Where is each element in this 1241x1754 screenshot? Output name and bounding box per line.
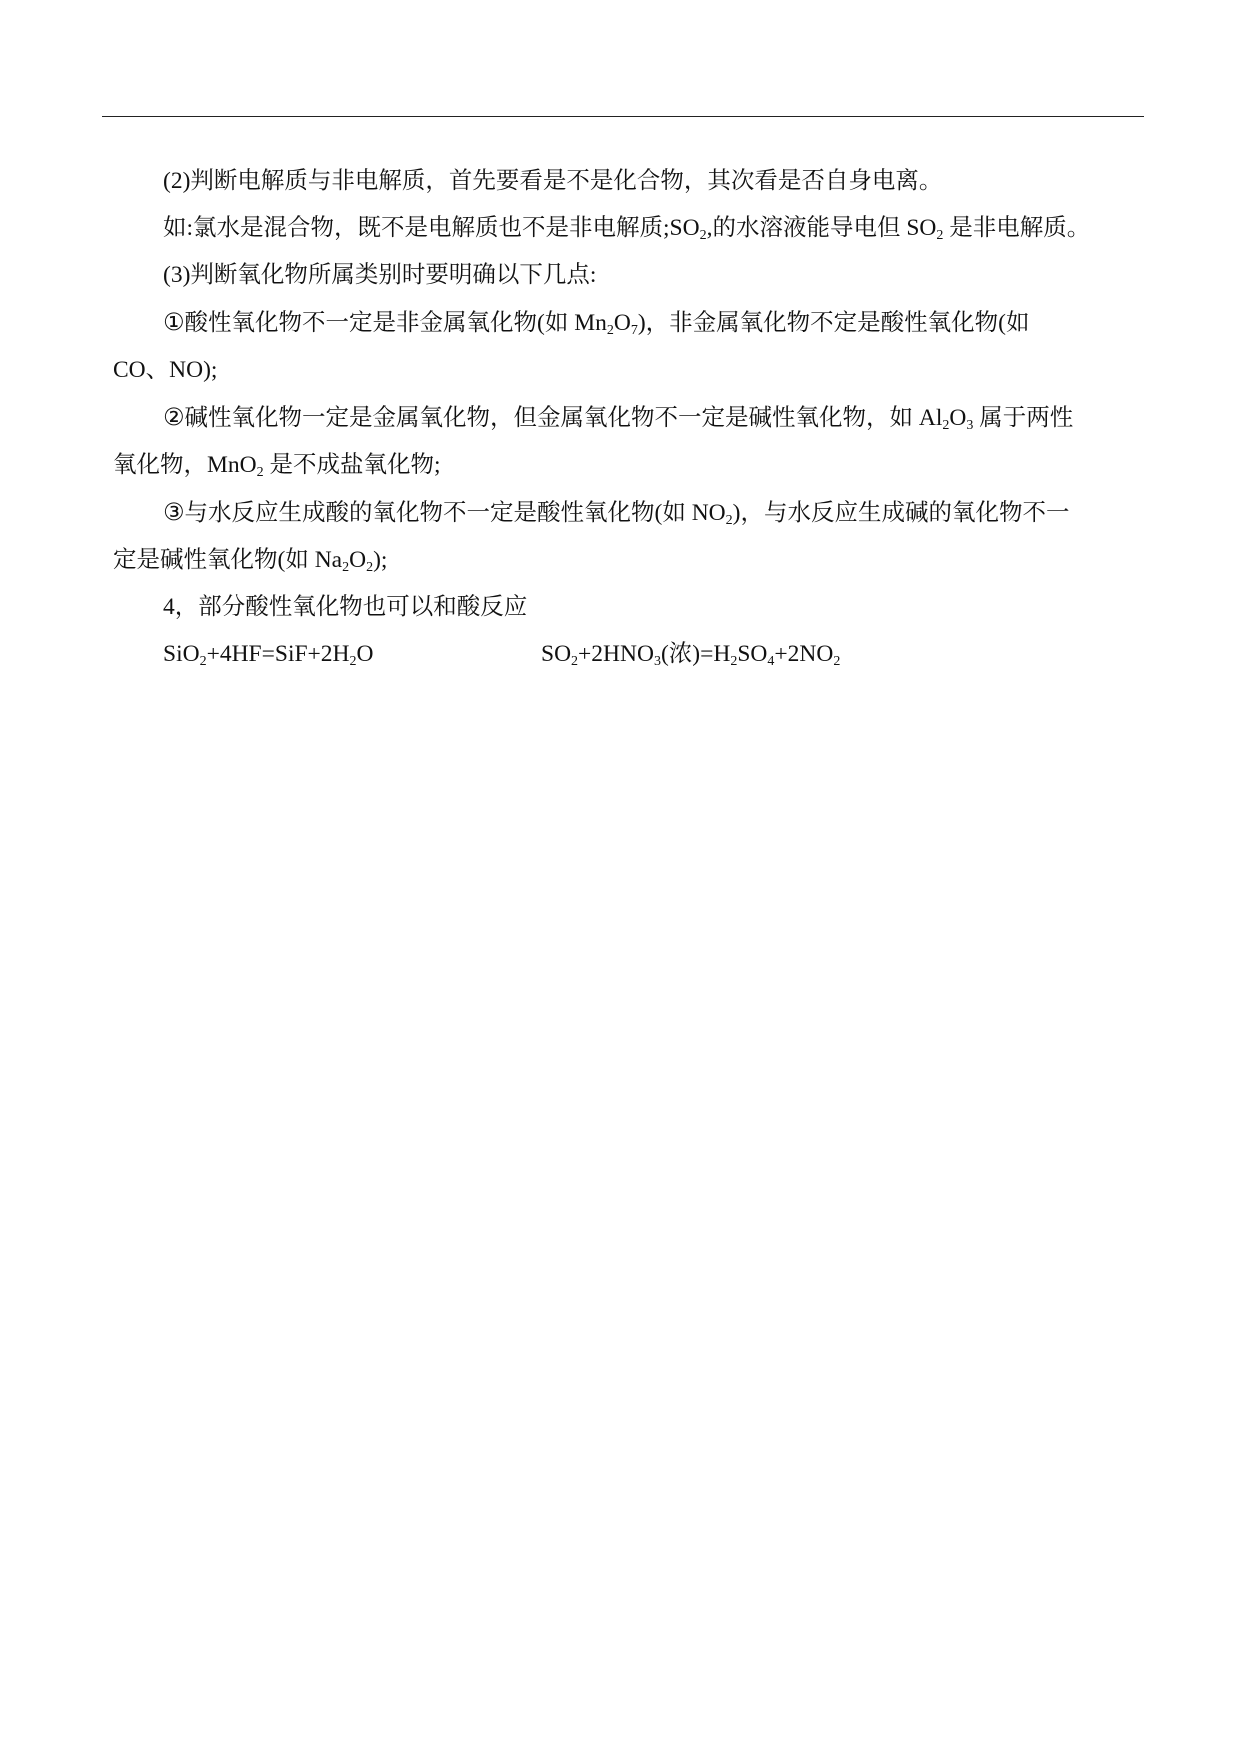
subscript: 7 xyxy=(630,323,638,338)
subscript: 4 xyxy=(767,654,775,669)
subscript: 3 xyxy=(653,654,661,669)
equation-text: O xyxy=(356,641,374,667)
subscript: 3 xyxy=(966,418,974,433)
subscript: 2 xyxy=(725,513,733,528)
paragraph-point-1-continued xyxy=(113,347,1141,394)
paragraph-point-2-continued xyxy=(113,442,1141,489)
header-rule xyxy=(102,116,1144,117)
paragraph-text: 是不成盐氧化物; xyxy=(263,452,441,478)
equation-text: SO xyxy=(737,641,768,667)
paragraph-text: 如:氯水是混合物，既不是电解质也不是非电解质;SO xyxy=(163,215,700,241)
circled-number-3: ③ xyxy=(163,498,185,526)
paragraph-text: 碱性氧化物一定是金属氧化物，但金属氧化物不一定是碱性氧化物，如 Al xyxy=(184,405,943,431)
paragraph-text: (3)判断氧化物所属类别时要明确以下几点: xyxy=(163,262,597,288)
paragraph-text: )，非金属氧化物不定是酸性氧化物(如 xyxy=(637,310,1030,336)
paragraph-text: ,的水溶液能导电但 SO xyxy=(706,215,937,241)
paragraph-text: 与水反应生成酸的氧化物不一定是酸性氧化物(如 NO xyxy=(184,500,726,526)
equation-text: SO xyxy=(541,641,572,667)
paragraph-oxide-classification-intro xyxy=(113,252,1141,299)
paragraph-text: (2)判断电解质与非电解质，首先要看是不是化合物，其次看是否自身电离。 xyxy=(163,168,943,194)
document-body xyxy=(113,158,1141,678)
subscript: 2 xyxy=(349,654,357,669)
paragraph-text: 氧化物，MnO xyxy=(113,452,257,478)
circled-number-1: ① xyxy=(163,308,185,336)
paragraph-text: CO、NO); xyxy=(113,357,218,383)
subscript: 2 xyxy=(342,560,350,575)
paragraph-text: 定是碱性氧化物(如 Na xyxy=(113,547,343,573)
paragraph-point-2 xyxy=(113,394,1141,442)
paragraph-point-3 xyxy=(113,489,1141,537)
paragraph-text: O xyxy=(949,405,967,431)
paragraph-text: O xyxy=(613,310,631,336)
paragraph-text: O xyxy=(349,547,367,573)
paragraph-text: 属于两性 xyxy=(973,405,1074,431)
subscript: 2 xyxy=(936,228,944,243)
paragraph-chlorine-water-example xyxy=(113,205,1141,252)
subscript: 2 xyxy=(366,560,374,575)
equation-text: (浓)=H xyxy=(660,641,731,667)
paragraph-acidic-oxides-react-with-acid xyxy=(113,584,1141,631)
equation-text: +2NO xyxy=(774,641,834,667)
subscript: 2 xyxy=(199,654,207,669)
equation-text: +4HF=SiF+2H xyxy=(206,641,350,667)
paragraph-text: 酸性氧化物不一定是非金属氧化物(如 Mn xyxy=(184,310,607,336)
subscript: 2 xyxy=(256,465,264,480)
equation-sio2-hf xyxy=(163,631,374,678)
paragraph-electrolyte-judgement xyxy=(113,158,1141,205)
subscript: 2 xyxy=(699,228,707,243)
equation-text: SiO xyxy=(163,641,200,667)
paragraph-text: 4，部分酸性氧化物也可以和酸反应 xyxy=(163,594,528,620)
subscript: 2 xyxy=(942,418,950,433)
paragraph-point-1 xyxy=(113,299,1141,347)
paragraph-point-3-continued xyxy=(113,537,1141,584)
circled-number-2: ② xyxy=(163,403,185,431)
equations-row xyxy=(113,631,1141,678)
subscript: 2 xyxy=(833,654,841,669)
equation-text: +2HNO xyxy=(578,641,654,667)
paragraph-text: 是非电解质。 xyxy=(943,215,1091,241)
equation-so2-hno3 xyxy=(541,631,840,678)
subscript: 2 xyxy=(571,654,579,669)
subscript: 2 xyxy=(606,323,614,338)
subscript: 2 xyxy=(730,654,738,669)
paragraph-text: ); xyxy=(373,547,388,573)
paragraph-text: )，与水反应生成碱的氧化物不一 xyxy=(732,500,1070,526)
